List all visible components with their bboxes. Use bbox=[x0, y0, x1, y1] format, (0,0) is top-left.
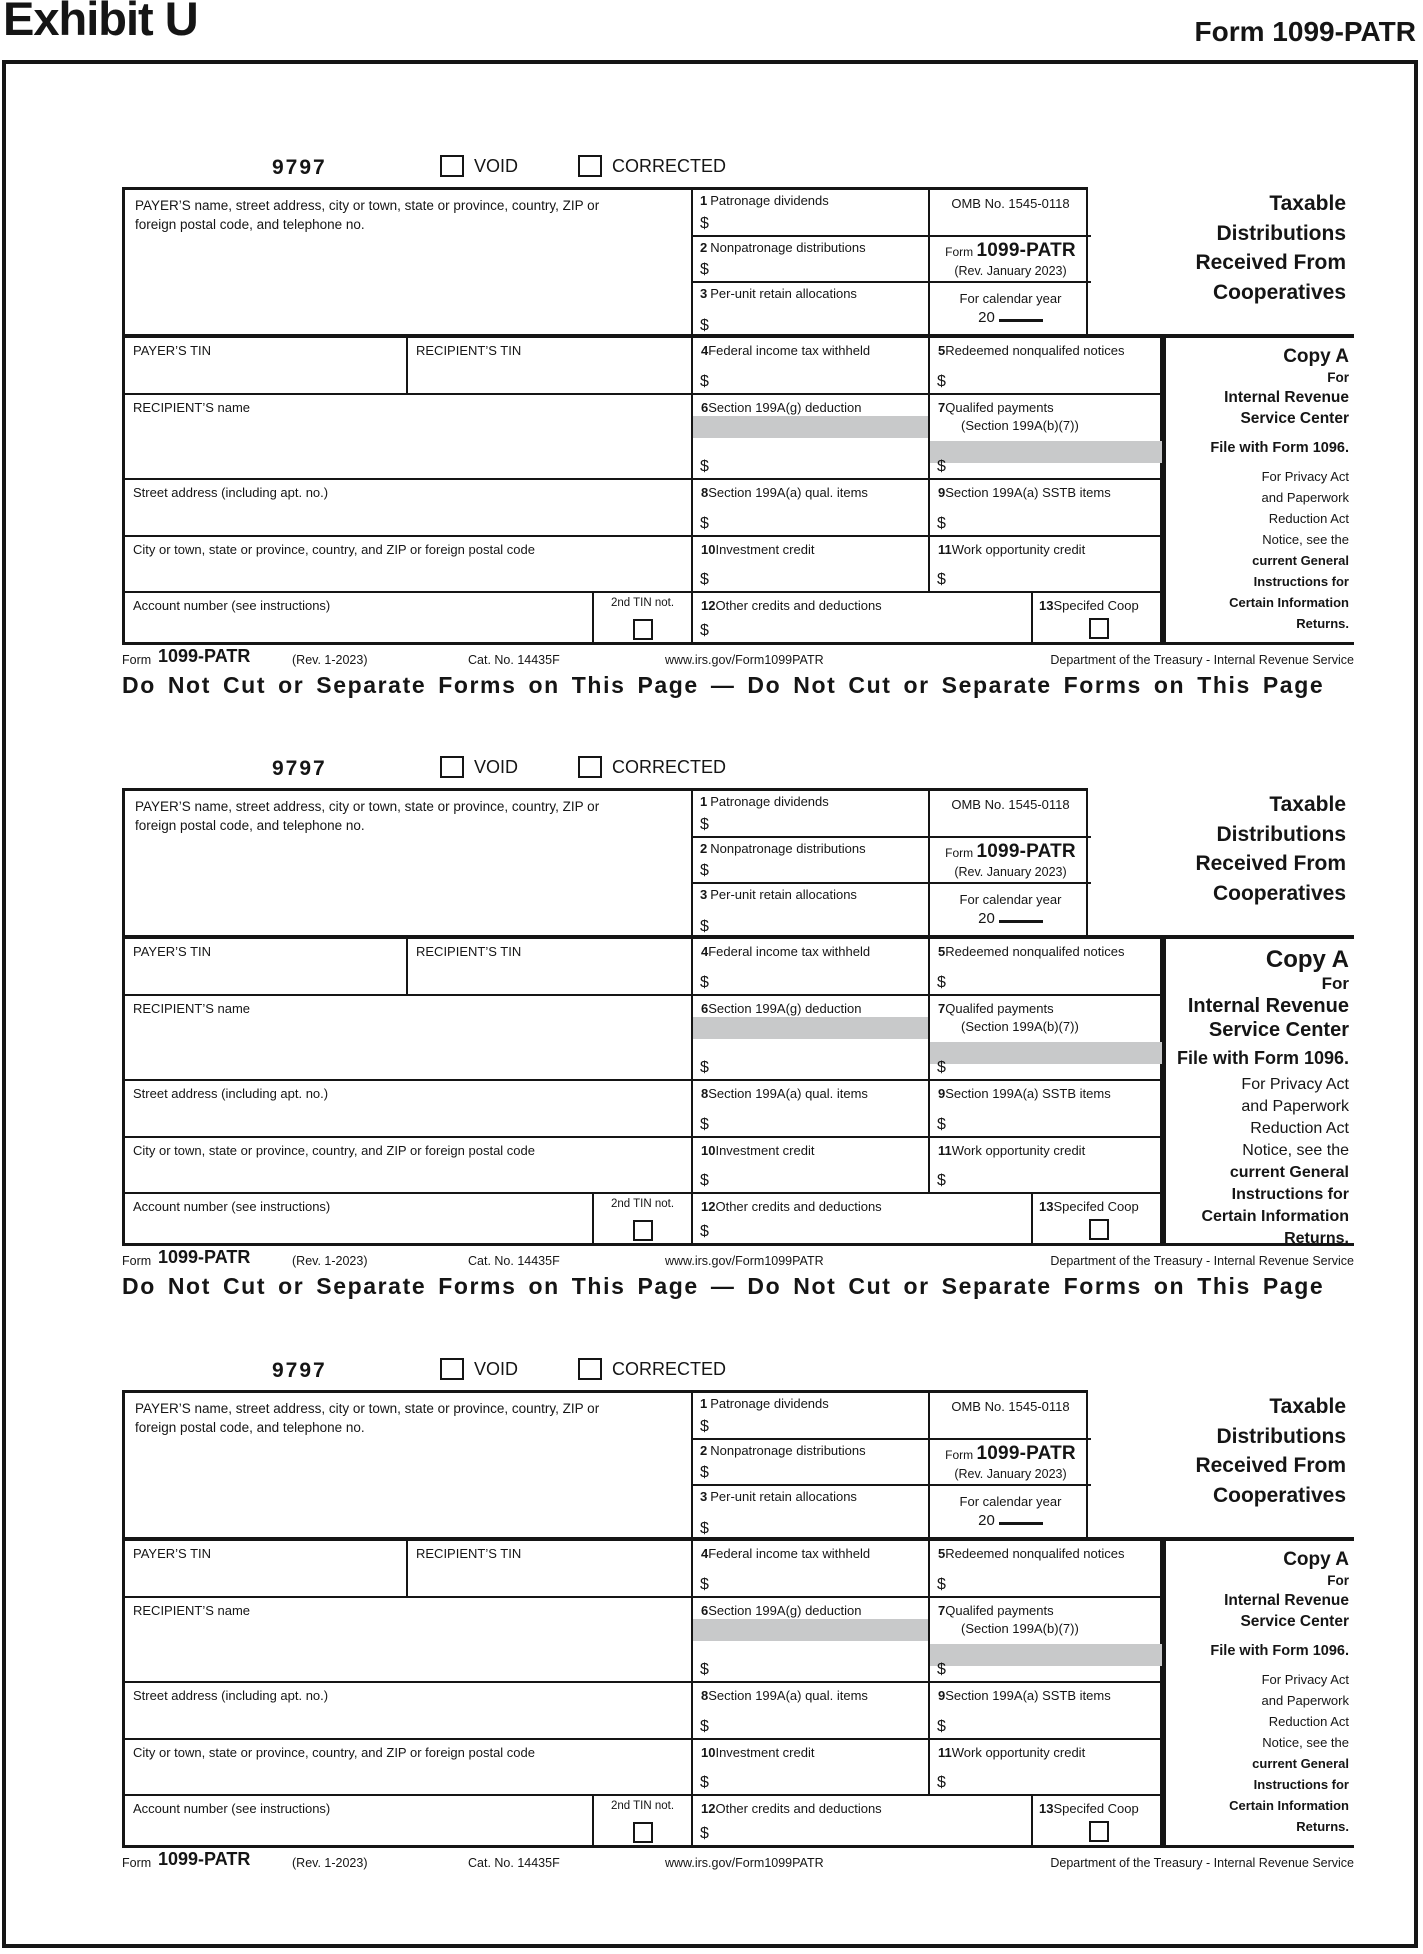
boxes-1-3-column bbox=[691, 1393, 928, 1537]
box-11-label: 11Work opportunity credit bbox=[938, 1745, 1086, 1760]
box-13-label: 13Specifed Coop bbox=[1039, 598, 1139, 613]
recipient-tin-field[interactable] bbox=[406, 939, 691, 994]
revision-date: (Rev. January 2023) bbox=[954, 865, 1067, 879]
year-blank-line[interactable] bbox=[999, 1522, 1043, 1525]
omb-cell bbox=[930, 190, 1091, 235]
second-tin-checkbox[interactable] bbox=[633, 1822, 653, 1843]
box-10-label: 10Investment credit bbox=[701, 1745, 815, 1760]
void-label: VOID bbox=[474, 156, 519, 176]
box-10-investment-credit-field[interactable] bbox=[691, 1740, 928, 1794]
form-top-section bbox=[122, 187, 1088, 334]
account-row bbox=[125, 1192, 1160, 1243]
print-code: 9797 bbox=[272, 1359, 327, 1382]
dollar-sign: $ bbox=[937, 1576, 946, 1593]
account-row bbox=[125, 591, 1160, 642]
void-label: VOID bbox=[474, 757, 519, 777]
form-footer bbox=[122, 1851, 1354, 1870]
dollar-sign: $ bbox=[700, 1172, 709, 1189]
account-number-label: Account number (see instructions) bbox=[133, 1199, 331, 1214]
form-footer bbox=[122, 648, 1354, 667]
copy-a-notice: Copy A For Internal Revenue Service Center File with Form 1096. For Privacy Act and Paperwork Reduction Act Notice, see the current General Instructions for Certain Information Returns. bbox=[1162, 935, 1354, 1246]
box-11-label: 11Work opportunity credit bbox=[938, 542, 1086, 557]
form-number-cell bbox=[930, 1438, 1091, 1484]
box-1-patronage-dividends-field[interactable] bbox=[693, 190, 928, 235]
second-tin-label: 2nd TIN not. bbox=[610, 1800, 675, 1812]
dollar-sign: $ bbox=[937, 1116, 946, 1133]
box-12-other-credits-field[interactable] bbox=[691, 1796, 1031, 1845]
city-row bbox=[125, 535, 1160, 591]
exhibit-title: Exhibit U bbox=[3, 0, 198, 45]
street-address-field[interactable] bbox=[125, 1683, 691, 1738]
second-tin-cell bbox=[592, 593, 691, 642]
omb-number: OMB No. 1545-0118 bbox=[951, 1399, 1070, 1414]
dollar-sign: $ bbox=[700, 458, 709, 475]
box-8-label: 8Section 199A(a) qual. items bbox=[701, 1086, 868, 1101]
box-11-work-opportunity-credit-field[interactable] bbox=[928, 537, 1165, 591]
box-1-label: 1 Patronage dividends bbox=[700, 1396, 829, 1411]
account-row bbox=[125, 1794, 1160, 1845]
payer-info-label: PAYER’S name, street address, city or town, state or province, country, ZIP or foreign postal code, and telephone no. bbox=[135, 1401, 600, 1435]
dollar-sign: $ bbox=[700, 816, 709, 833]
dollar-sign: $ bbox=[937, 1059, 946, 1076]
dollar-sign: $ bbox=[937, 1774, 946, 1791]
box-6-199ag-deduction-field[interactable] bbox=[691, 1598, 928, 1681]
box-1-patronage-dividends-field[interactable] bbox=[693, 1393, 928, 1438]
footer-irs-url[interactable]: www.irs.gov/Form1099PATR bbox=[665, 1254, 824, 1268]
street-address-field[interactable] bbox=[125, 480, 691, 535]
second-tin-cell bbox=[592, 1796, 691, 1845]
void-checkbox[interactable] bbox=[440, 1358, 464, 1380]
calendar-year-cell[interactable] bbox=[930, 281, 1091, 337]
shaded-bar bbox=[693, 416, 928, 438]
calendar-year-value: 20 bbox=[930, 306, 1091, 326]
account-number-field[interactable] bbox=[125, 1194, 592, 1243]
void-checkbox[interactable] bbox=[440, 756, 464, 778]
box-9-199aa-sstb-items-field[interactable] bbox=[928, 1683, 1165, 1738]
footer-form-number: 1099-PATR bbox=[158, 1849, 251, 1869]
omb-number: OMB No. 1545-0118 bbox=[951, 196, 1070, 211]
box-3-label: 3 Per-unit retain allocations bbox=[700, 887, 857, 902]
box-10-label: 10Investment credit bbox=[701, 542, 815, 557]
calendar-year-value: 20 bbox=[930, 1509, 1091, 1529]
second-tin-label: 2nd TIN not. bbox=[610, 1198, 675, 1210]
calendar-year-label: For calendar year bbox=[959, 291, 1062, 306]
box-8-199aa-qual-items-field[interactable] bbox=[691, 1081, 928, 1136]
footer-form-word: Form bbox=[122, 1254, 152, 1268]
tin-row bbox=[125, 939, 1160, 994]
box-12-other-credits-field[interactable] bbox=[691, 1194, 1031, 1243]
payer-info-field[interactable] bbox=[125, 190, 691, 334]
box-9-label: 9Section 199A(a) SSTB items bbox=[938, 1086, 1111, 1101]
box-5-redeemed-notices-field[interactable] bbox=[928, 939, 1165, 994]
dollar-sign: $ bbox=[700, 918, 709, 935]
dollar-sign: $ bbox=[700, 1418, 709, 1435]
box-12-other-credits-field[interactable] bbox=[691, 593, 1031, 642]
footer-treasury-label: Department of the Treasury - Internal Revenue Service bbox=[1050, 1856, 1354, 1870]
box-12-label: 12Other credits and deductions bbox=[701, 1199, 882, 1214]
calendar-year-label: For calendar year bbox=[959, 892, 1062, 907]
recipient-name-field[interactable] bbox=[125, 996, 691, 1079]
box-2-nonpatronage-distributions-field[interactable] bbox=[693, 1438, 928, 1484]
page-form-reference: Form 1099-PATR bbox=[1194, 16, 1416, 47]
payer-info-field[interactable] bbox=[125, 1393, 691, 1537]
footer-treasury-label: Department of the Treasury - Internal Revenue Service bbox=[1050, 653, 1354, 667]
box-4-federal-tax-withheld-field[interactable] bbox=[691, 939, 928, 994]
box-3-per-unit-retain-field[interactable] bbox=[693, 281, 928, 337]
payer-info-label: PAYER’S name, street address, city or town, state or province, country, ZIP or foreign postal code, and telephone no. bbox=[135, 198, 600, 232]
box-8-199aa-qual-items-field[interactable] bbox=[691, 480, 928, 535]
corrected-checkbox[interactable] bbox=[578, 155, 602, 177]
box-3-per-unit-retain-field[interactable] bbox=[693, 1484, 928, 1540]
box-5-label: 5Redeemed nonqualifed notices bbox=[938, 343, 1125, 358]
recipient-name-label: RECIPIENT’S name bbox=[133, 1001, 251, 1016]
footer-catalog-number: Cat. No. 14435F bbox=[468, 1254, 560, 1268]
footer-revision: (Rev. 1-2023) bbox=[292, 1254, 368, 1268]
box-7-sublabel: (Section 199A(b)(7)) bbox=[961, 1620, 1079, 1636]
box-1-label: 1 Patronage dividends bbox=[700, 794, 829, 809]
payer-tin-label: PAYER’S TIN bbox=[133, 343, 212, 358]
footer-revision: (Rev. 1-2023) bbox=[292, 1856, 368, 1870]
form-number: Form 1099-PATR bbox=[945, 841, 1076, 862]
do-not-cut-banner: Do Not Cut or Separate Forms on This Page — Do Not Cut or Separate Forms on This Page bbox=[122, 1273, 1325, 1299]
dollar-sign: $ bbox=[937, 1718, 946, 1735]
box-9-label: 9Section 199A(a) SSTB items bbox=[938, 485, 1111, 500]
box-13-label: 13Specifed Coop bbox=[1039, 1199, 1139, 1214]
footer-catalog-number: Cat. No. 14435F bbox=[468, 653, 560, 667]
copy-a-notice: Copy A For Internal Revenue Service Center File with Form 1096. For Privacy Act and Paperwork Reduction Act Notice, see the current General Instructions for Certain Information Returns. bbox=[1162, 1537, 1354, 1848]
dollar-sign: $ bbox=[937, 458, 946, 475]
box-3-per-unit-retain-field[interactable] bbox=[693, 882, 928, 938]
box-9-label: 9Section 199A(a) SSTB items bbox=[938, 1688, 1111, 1703]
revision-date: (Rev. January 2023) bbox=[954, 1467, 1067, 1481]
calendar-year-value: 20 bbox=[930, 907, 1091, 927]
recipient-name-label: RECIPIENT’S name bbox=[133, 1603, 251, 1618]
form-number-cell bbox=[930, 836, 1091, 882]
box-1-patronage-dividends-field[interactable] bbox=[693, 791, 928, 836]
dollar-sign: $ bbox=[700, 515, 709, 532]
box-6-label: 6Section 199A(g) deduction bbox=[701, 1001, 862, 1016]
form-title: Taxable Distributions Received From Cooperatives bbox=[1195, 1395, 1346, 1507]
form-copy-1 bbox=[122, 156, 1354, 707]
year-blank-line[interactable] bbox=[999, 920, 1043, 923]
dollar-sign: $ bbox=[937, 1172, 946, 1189]
box-10-investment-credit-field[interactable] bbox=[691, 1138, 928, 1192]
box-4-federal-tax-withheld-field[interactable] bbox=[691, 338, 928, 393]
payer-info-label: PAYER’S name, street address, city or town, state or province, country, ZIP or foreign postal code, and telephone no. bbox=[135, 799, 600, 833]
box-4-label: 4Federal income tax withheld bbox=[701, 343, 871, 358]
revision-date: (Rev. January 2023) bbox=[954, 264, 1067, 278]
omb-cell bbox=[930, 791, 1091, 836]
recipient-name-field[interactable] bbox=[125, 1598, 691, 1681]
tin-row bbox=[125, 1541, 1160, 1596]
omb-column bbox=[928, 1393, 1091, 1537]
account-number-label: Account number (see instructions) bbox=[133, 1801, 331, 1816]
city-label: City or town, state or province, country, and ZIP or foreign postal code bbox=[133, 1143, 535, 1158]
calendar-year-label: For calendar year bbox=[959, 1494, 1062, 1509]
payer-tin-field[interactable] bbox=[125, 1541, 406, 1596]
street-address-label: Street address (including apt. no.) bbox=[133, 1086, 329, 1101]
tin-row bbox=[125, 338, 1160, 393]
form-main-grid bbox=[122, 334, 1162, 645]
box-13-label: 13Specifed Coop bbox=[1039, 1801, 1139, 1816]
box-7-sublabel: (Section 199A(b)(7)) bbox=[961, 417, 1079, 433]
box-9-199aa-sstb-items-field[interactable] bbox=[928, 1081, 1165, 1136]
box-10-investment-credit-field[interactable] bbox=[691, 537, 928, 591]
box-12-label: 12Other credits and deductions bbox=[701, 1801, 882, 1816]
recipient-name-row bbox=[125, 1596, 1160, 1681]
form-footer bbox=[122, 1249, 1354, 1268]
omb-column bbox=[928, 190, 1091, 334]
copy-a-notice: Copy A For Internal Revenue Service Center File with Form 1096. For Privacy Act and Paperwork Reduction Act Notice, see the current General Instructions for Certain Information Returns. bbox=[1162, 334, 1354, 645]
box-2-nonpatronage-distributions-field[interactable] bbox=[693, 836, 928, 882]
form-code-row bbox=[122, 755, 1354, 783]
box-2-nonpatronage-distributions-field[interactable] bbox=[693, 235, 928, 281]
dollar-sign: $ bbox=[937, 1661, 946, 1678]
street-address-label: Street address (including apt. no.) bbox=[133, 485, 329, 500]
box-3-label: 3 Per-unit retain allocations bbox=[700, 1489, 857, 1504]
city-field[interactable] bbox=[125, 537, 691, 591]
omb-cell bbox=[930, 1393, 1091, 1438]
corrected-checkbox[interactable] bbox=[578, 756, 602, 778]
recipient-tin-field[interactable] bbox=[406, 1541, 691, 1596]
corrected-label: CORRECTED bbox=[612, 757, 727, 777]
corrected-label: CORRECTED bbox=[612, 1359, 727, 1379]
dollar-sign: $ bbox=[700, 1825, 709, 1842]
box-12-label: 12Other credits and deductions bbox=[701, 598, 882, 613]
box-5-redeemed-notices-field[interactable] bbox=[928, 1541, 1165, 1596]
box-5-redeemed-notices-field[interactable] bbox=[928, 338, 1165, 393]
form-main-grid bbox=[122, 935, 1162, 1246]
city-label: City or town, state or province, country, and ZIP or foreign postal code bbox=[133, 542, 535, 557]
box-6-label: 6Section 199A(g) deduction bbox=[701, 1603, 862, 1618]
payer-tin-label: PAYER’S TIN bbox=[133, 1546, 212, 1561]
box-7-label: 7Qualifed payments bbox=[938, 1603, 1054, 1618]
second-tin-checkbox[interactable] bbox=[633, 619, 653, 640]
footer-revision: (Rev. 1-2023) bbox=[292, 653, 368, 667]
street-address-label: Street address (including apt. no.) bbox=[133, 1688, 329, 1703]
box-10-label: 10Investment credit bbox=[701, 1143, 815, 1158]
account-number-label: Account number (see instructions) bbox=[133, 598, 331, 613]
box-3-label: 3 Per-unit retain allocations bbox=[700, 286, 857, 301]
box-13-specified-coop-cell bbox=[1031, 1194, 1165, 1243]
dollar-sign: $ bbox=[700, 1774, 709, 1791]
dollar-sign: $ bbox=[937, 373, 946, 390]
dollar-sign: $ bbox=[700, 373, 709, 390]
dollar-sign: $ bbox=[937, 974, 946, 991]
shaded-bar bbox=[930, 1042, 1165, 1064]
form-copy-2 bbox=[122, 757, 1354, 1308]
box-6-label: 6Section 199A(g) deduction bbox=[701, 400, 862, 415]
box-7-qualified-payments-field[interactable] bbox=[928, 1598, 1165, 1681]
box-6-199ag-deduction-field[interactable] bbox=[691, 395, 928, 478]
dollar-sign: $ bbox=[700, 862, 709, 879]
footer-treasury-label: Department of the Treasury - Internal Revenue Service bbox=[1050, 1254, 1354, 1268]
recipient-name-field[interactable] bbox=[125, 395, 691, 478]
dollar-sign: $ bbox=[700, 974, 709, 991]
specified-coop-checkbox[interactable] bbox=[1089, 618, 1109, 639]
payer-info-field[interactable] bbox=[125, 791, 691, 935]
specified-coop-checkbox[interactable] bbox=[1089, 1219, 1109, 1240]
street-address-row bbox=[125, 1681, 1160, 1738]
corrected-label: CORRECTED bbox=[612, 156, 727, 176]
second-tin-label: 2nd TIN not. bbox=[610, 597, 675, 609]
footer-form-number: 1099-PATR bbox=[158, 646, 251, 666]
do-not-cut-banner: Do Not Cut or Separate Forms on This Page — Do Not Cut or Separate Forms on This Page bbox=[122, 672, 1325, 698]
box-4-label: 4Federal income tax withheld bbox=[701, 1546, 871, 1561]
footer-irs-url[interactable]: www.irs.gov/Form1099PATR bbox=[665, 653, 824, 667]
dollar-sign: $ bbox=[937, 571, 946, 588]
account-number-field[interactable] bbox=[125, 1796, 592, 1845]
shaded-bar bbox=[930, 1644, 1165, 1666]
box-4-label: 4Federal income tax withheld bbox=[701, 944, 871, 959]
dollar-sign: $ bbox=[700, 1116, 709, 1133]
void-label: VOID bbox=[474, 1359, 519, 1379]
corrected-checkbox[interactable] bbox=[578, 1358, 602, 1380]
form-top-section bbox=[122, 1390, 1088, 1537]
dollar-sign: $ bbox=[700, 1059, 709, 1076]
form-main-grid bbox=[122, 1537, 1162, 1848]
form-copy-3 bbox=[122, 1359, 1354, 1910]
box-4-federal-tax-withheld-field[interactable] bbox=[691, 1541, 928, 1596]
calendar-year-cell[interactable] bbox=[930, 882, 1091, 938]
second-tin-cell bbox=[592, 1194, 691, 1243]
dollar-sign: $ bbox=[700, 215, 709, 232]
dollar-sign: $ bbox=[700, 317, 709, 334]
specified-coop-checkbox[interactable] bbox=[1089, 1821, 1109, 1842]
dollar-sign: $ bbox=[700, 1464, 709, 1481]
form-title: Taxable Distributions Received From Cooperatives bbox=[1195, 793, 1346, 905]
boxes-1-3-column bbox=[691, 791, 928, 935]
city-row bbox=[125, 1738, 1160, 1794]
dollar-sign: $ bbox=[700, 1661, 709, 1678]
calendar-year-cell[interactable] bbox=[930, 1484, 1091, 1540]
dollar-sign: $ bbox=[700, 571, 709, 588]
city-row bbox=[125, 1136, 1160, 1192]
box-7-qualified-payments-field[interactable] bbox=[928, 996, 1165, 1079]
print-code: 9797 bbox=[272, 757, 327, 780]
payer-tin-label: PAYER’S TIN bbox=[133, 944, 212, 959]
recipient-name-label: RECIPIENT’S name bbox=[133, 400, 251, 415]
omb-number: OMB No. 1545-0118 bbox=[951, 797, 1070, 812]
payer-tin-field[interactable] bbox=[125, 338, 406, 393]
street-address-row bbox=[125, 1079, 1160, 1136]
form-code-row bbox=[122, 1357, 1354, 1385]
street-address-field[interactable] bbox=[125, 1081, 691, 1136]
box-6-199ag-deduction-field[interactable] bbox=[691, 996, 928, 1079]
second-tin-checkbox[interactable] bbox=[633, 1220, 653, 1241]
boxes-1-3-column bbox=[691, 190, 928, 334]
shaded-bar bbox=[693, 1619, 928, 1641]
form-title: Taxable Distributions Received From Cooperatives bbox=[1195, 192, 1346, 304]
form-top-section bbox=[122, 788, 1088, 935]
box-5-label: 5Redeemed nonqualifed notices bbox=[938, 1546, 1125, 1561]
city-field[interactable] bbox=[125, 1138, 691, 1192]
box-5-label: 5Redeemed nonqualifed notices bbox=[938, 944, 1125, 959]
dollar-sign: $ bbox=[700, 1576, 709, 1593]
footer-form-word: Form bbox=[122, 1856, 152, 1870]
box-2-label: 2 Nonpatronage distributions bbox=[700, 1443, 866, 1458]
box-11-work-opportunity-credit-field[interactable] bbox=[928, 1138, 1165, 1192]
form-number: Form 1099-PATR bbox=[945, 1443, 1076, 1464]
box-11-label: 11Work opportunity credit bbox=[938, 1143, 1086, 1158]
recipient-tin-field[interactable] bbox=[406, 338, 691, 393]
city-label: City or town, state or province, country, and ZIP or foreign postal code bbox=[133, 1745, 535, 1760]
form-code-row bbox=[122, 154, 1354, 182]
recipient-tin-label: RECIPIENT’S TIN bbox=[416, 343, 522, 358]
recipient-name-row bbox=[125, 393, 1160, 478]
footer-form-number: 1099-PATR bbox=[158, 1247, 251, 1267]
box-7-label: 7Qualifed payments bbox=[938, 400, 1054, 415]
box-7-label: 7Qualifed payments bbox=[938, 1001, 1054, 1016]
dollar-sign: $ bbox=[937, 515, 946, 532]
box-11-work-opportunity-credit-field[interactable] bbox=[928, 1740, 1165, 1794]
box-9-199aa-sstb-items-field[interactable] bbox=[928, 480, 1165, 535]
omb-column bbox=[928, 791, 1091, 935]
shaded-bar bbox=[930, 441, 1165, 463]
void-checkbox[interactable] bbox=[440, 155, 464, 177]
street-address-row bbox=[125, 478, 1160, 535]
box-8-199aa-qual-items-field[interactable] bbox=[691, 1683, 928, 1738]
footer-catalog-number: Cat. No. 14435F bbox=[468, 1856, 560, 1870]
box-2-label: 2 Nonpatronage distributions bbox=[700, 841, 866, 856]
dollar-sign: $ bbox=[700, 1718, 709, 1735]
box-7-qualified-payments-field[interactable] bbox=[928, 395, 1165, 478]
shaded-bar bbox=[693, 1017, 928, 1039]
dollar-sign: $ bbox=[700, 1223, 709, 1240]
dollar-sign: $ bbox=[700, 1520, 709, 1537]
dollar-sign: $ bbox=[700, 261, 709, 278]
city-field[interactable] bbox=[125, 1740, 691, 1794]
dollar-sign: $ bbox=[700, 622, 709, 639]
footer-irs-url[interactable]: www.irs.gov/Form1099PATR bbox=[665, 1856, 824, 1870]
recipient-name-row bbox=[125, 994, 1160, 1079]
print-code: 9797 bbox=[272, 156, 327, 179]
box-13-specified-coop-cell bbox=[1031, 1796, 1165, 1845]
box-8-label: 8Section 199A(a) qual. items bbox=[701, 1688, 868, 1703]
box-7-sublabel: (Section 199A(b)(7)) bbox=[961, 1018, 1079, 1034]
form-number-cell bbox=[930, 235, 1091, 281]
box-8-label: 8Section 199A(a) qual. items bbox=[701, 485, 868, 500]
box-2-label: 2 Nonpatronage distributions bbox=[700, 240, 866, 255]
payer-tin-field[interactable] bbox=[125, 939, 406, 994]
year-blank-line[interactable] bbox=[999, 319, 1043, 322]
footer-form-word: Form bbox=[122, 653, 152, 667]
recipient-tin-label: RECIPIENT’S TIN bbox=[416, 1546, 522, 1561]
recipient-tin-label: RECIPIENT’S TIN bbox=[416, 944, 522, 959]
form-number: Form 1099-PATR bbox=[945, 240, 1076, 261]
box-13-specified-coop-cell bbox=[1031, 593, 1165, 642]
account-number-field[interactable] bbox=[125, 593, 592, 642]
box-1-label: 1 Patronage dividends bbox=[700, 193, 829, 208]
